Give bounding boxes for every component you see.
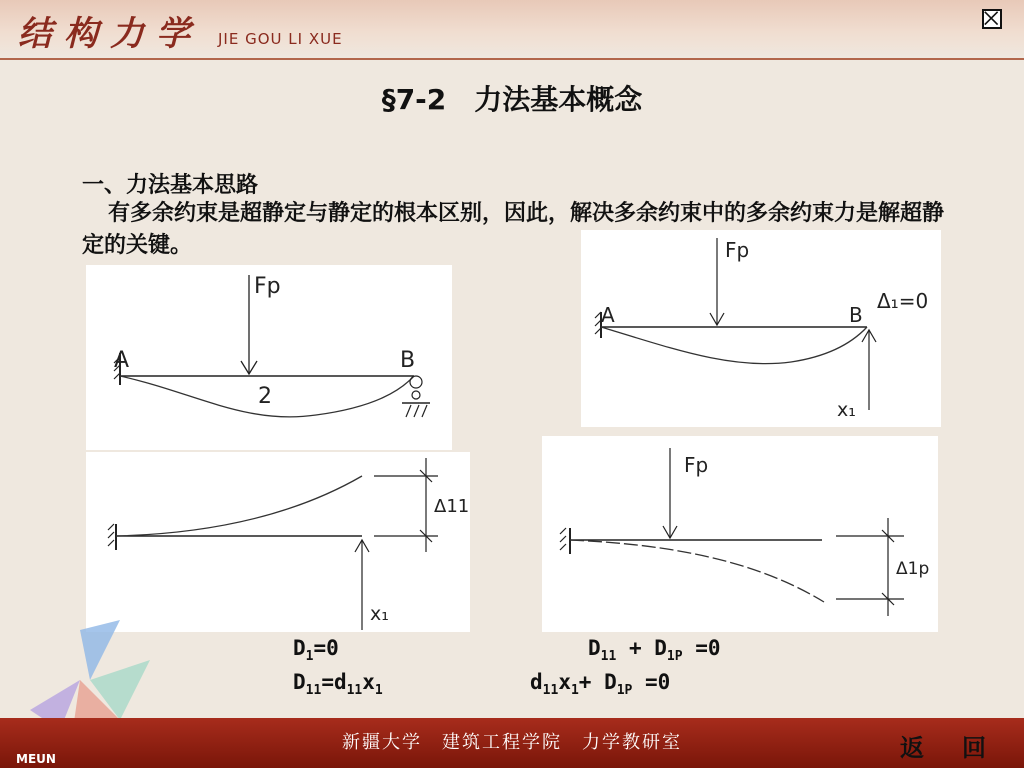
- fig1-point-a: A: [114, 348, 130, 373]
- brand-title: 结构力学: [18, 14, 202, 54]
- section-heading: 一、力法基本思路: [82, 173, 259, 198]
- close-icon[interactable]: [982, 9, 1002, 29]
- fig1-point-b: B: [400, 348, 416, 373]
- footer-institution: 新疆大学 建筑工程学院 力学教研室: [342, 732, 682, 753]
- fig2-load-label: Fp: [725, 238, 750, 262]
- fig3-unit-force: x₁: [370, 603, 389, 625]
- figure-fixed-roller-beam: [86, 265, 452, 450]
- equation-compatibility: $D_{11} + D_{1P} =0$: [588, 636, 721, 665]
- fig4-load-label: Fp: [684, 453, 709, 477]
- fig2-point-b: B: [849, 303, 863, 327]
- fig4-displacement: Δ1p: [896, 559, 930, 579]
- fig3-displacement: Δ11: [434, 496, 470, 517]
- slide-title: §7-2 力法基本概念: [381, 83, 643, 116]
- return-button[interactable]: 返回: [900, 734, 1024, 762]
- figure-load-deflection: [542, 436, 938, 632]
- figure-cantilever-with-redundant: [581, 230, 941, 427]
- equation-flexibility: $D_{11}=d_{11}x_1$: [293, 670, 383, 699]
- fig2-condition: Δ₁=0: [877, 289, 929, 313]
- brand-subtitle: JIE GOU LI XUE: [218, 30, 343, 48]
- header-bar: [0, 0, 1024, 60]
- fig2-redundant-force: x₁: [837, 399, 856, 421]
- fig2-point-a: A: [601, 303, 615, 327]
- fig1-load-label: Fp: [254, 274, 281, 299]
- menu-label[interactable]: MEUN: [16, 752, 56, 766]
- section-paragraph: 有多余约束是超静定与静定的根本区别，因此，解决多余约束中的多余约束力是解超静定的关键。: [82, 201, 945, 258]
- equation-condition: $D_1=0$: [293, 636, 339, 665]
- fig1-number: 2: [258, 384, 272, 409]
- equation-canonical: $d_{11}x_1+ D_{1P} =0$: [530, 670, 671, 699]
